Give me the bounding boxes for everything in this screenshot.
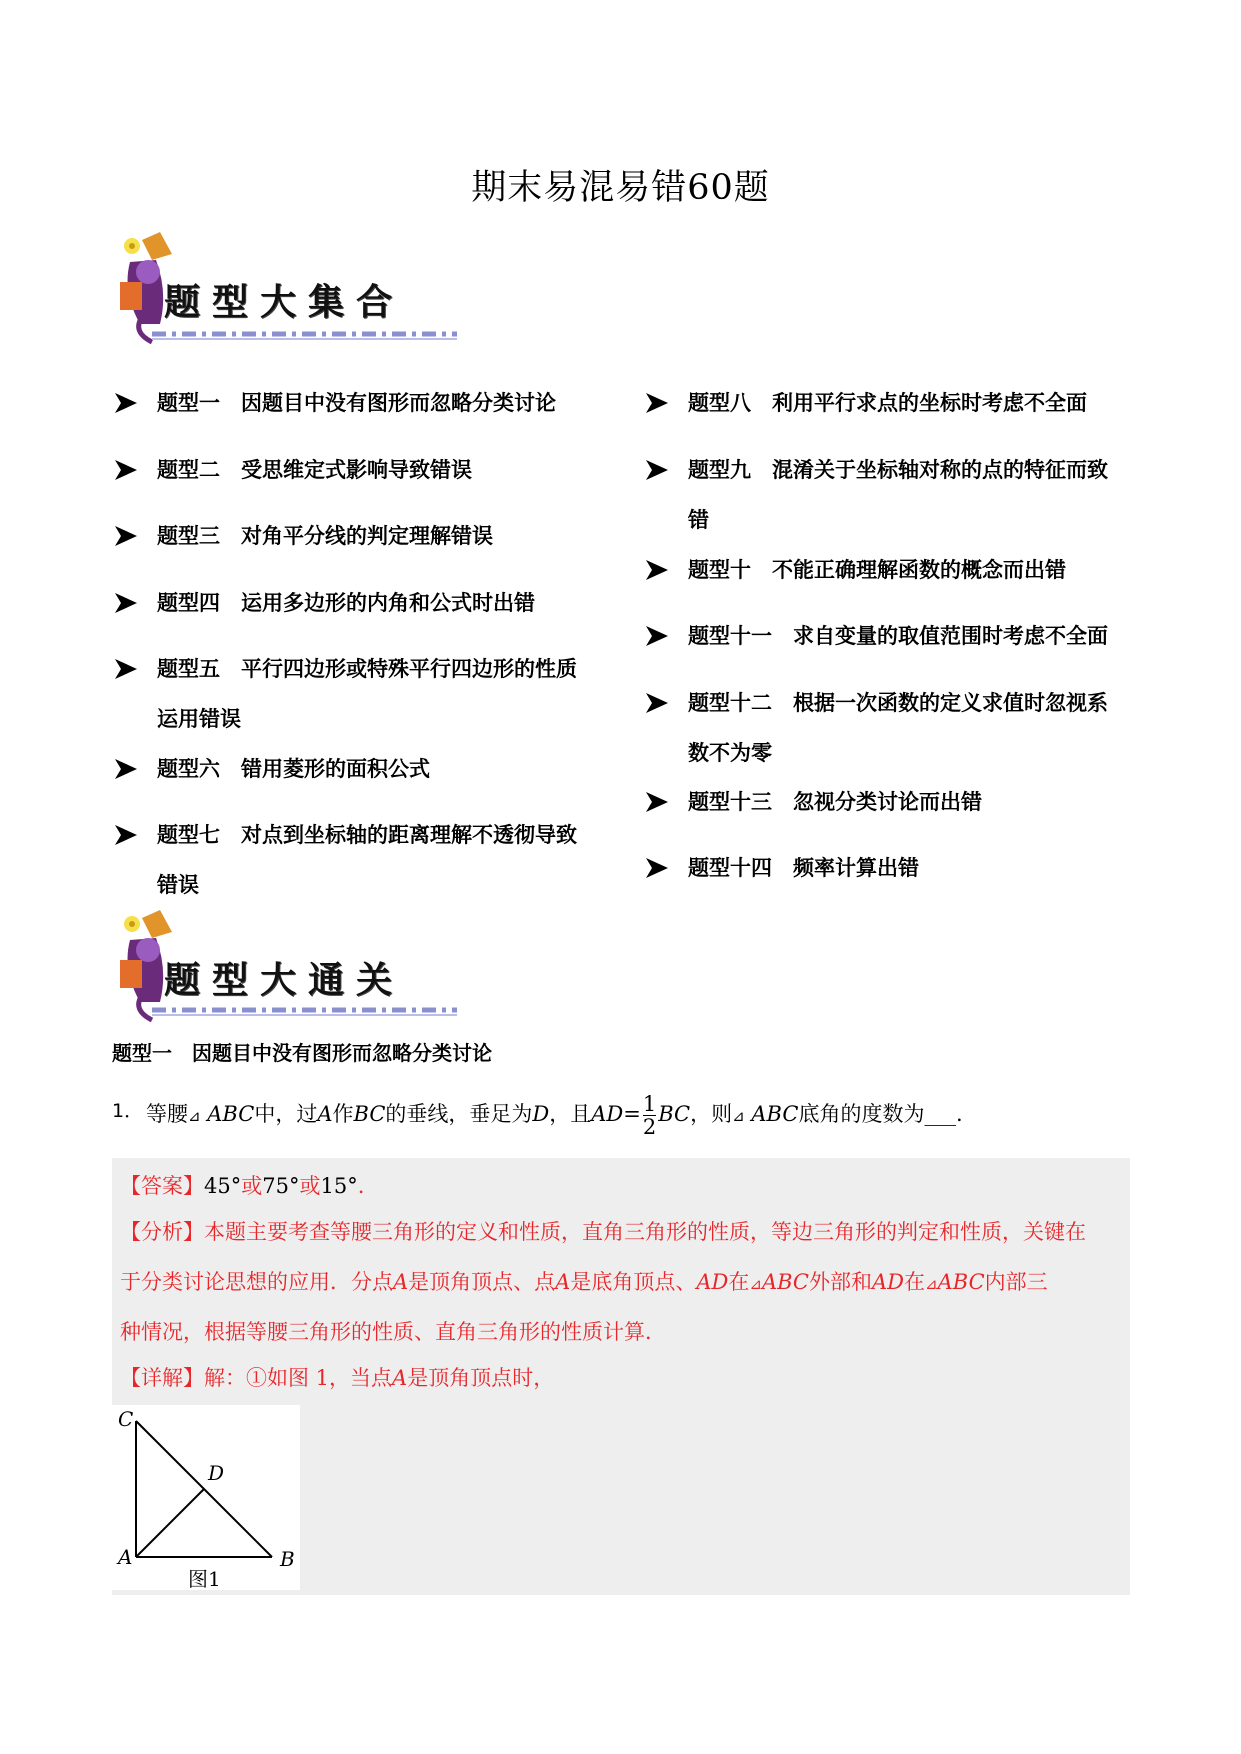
- analysis-line-1: 【分析】本题主要考查等腰三角形的定义和性质，直角三角形的性质，等边三角形的判定和性质，关键在: [120, 1220, 1086, 1244]
- point-label-d: D: [208, 1461, 225, 1485]
- banner-question-practice: [112, 910, 462, 1025]
- fraction-one-half: $\frac{1}{2}$: [642, 1092, 657, 1139]
- arrowhead-bullet-icon: [115, 659, 137, 679]
- figure-1: [112, 1405, 300, 1590]
- page-title: 期末易混易错60题: [471, 168, 770, 208]
- arrowhead-bullet-icon: [115, 393, 137, 413]
- question-1: [112, 1075, 1132, 1139]
- arrowhead-bullet-icon: [646, 858, 668, 878]
- arrowhead-bullet-icon: [646, 693, 668, 713]
- arrowhead-bullet-icon: [115, 526, 137, 546]
- arrowhead-bullet-icon: [115, 593, 137, 613]
- question-number: 1．: [112, 1100, 144, 1122]
- vertex-label-b: B: [280, 1547, 295, 1571]
- arrowhead-bullet-icon: [646, 460, 668, 480]
- arrowhead-bullet-icon: [115, 825, 137, 845]
- section-heading: 题型一 因题目中没有图形而忽略分类讨论: [112, 1041, 492, 1065]
- banner-label: 题型大通关: [164, 960, 405, 1001]
- arrowhead-bullet-icon: [115, 759, 137, 779]
- arrowhead-bullet-icon: [115, 460, 137, 480]
- analysis-line-2: 于分类讨论思想的应用．分点A是顶角顶点、点A是底角顶点、AD在⊿ABC外部和AD在⊿ABC内部三: [120, 1270, 1048, 1294]
- detail-line: 【详解】解：①如图 1，当点A是顶角顶点时，: [120, 1366, 555, 1390]
- banner-question-types: [112, 232, 462, 347]
- arrowhead-bullet-icon: [646, 626, 668, 646]
- answer-blank: ___: [924, 1102, 956, 1126]
- vertex-label-a: A: [118, 1545, 133, 1569]
- answer-line: 【答案】45°或75°或15°.: [120, 1174, 365, 1198]
- vertex-label-c: C: [118, 1407, 134, 1431]
- arrowhead-bullet-icon: [646, 792, 668, 812]
- figure-caption: 图1: [188, 1567, 221, 1591]
- banner-label: 题型大集合: [164, 282, 405, 323]
- analysis-line-3: 种情况，根据等腰三角形的性质、直角三角形的性质计算．: [120, 1320, 666, 1344]
- arrowhead-bullet-icon: [646, 560, 668, 580]
- question-text: 等腰⊿ ABC中，过A作BC的垂线，垂足为D，且AD= $\frac{1}{2}$ BC，则⊿ ABC底角的度数为___.: [146, 1092, 963, 1139]
- arrowhead-bullet-icon: [646, 393, 668, 413]
